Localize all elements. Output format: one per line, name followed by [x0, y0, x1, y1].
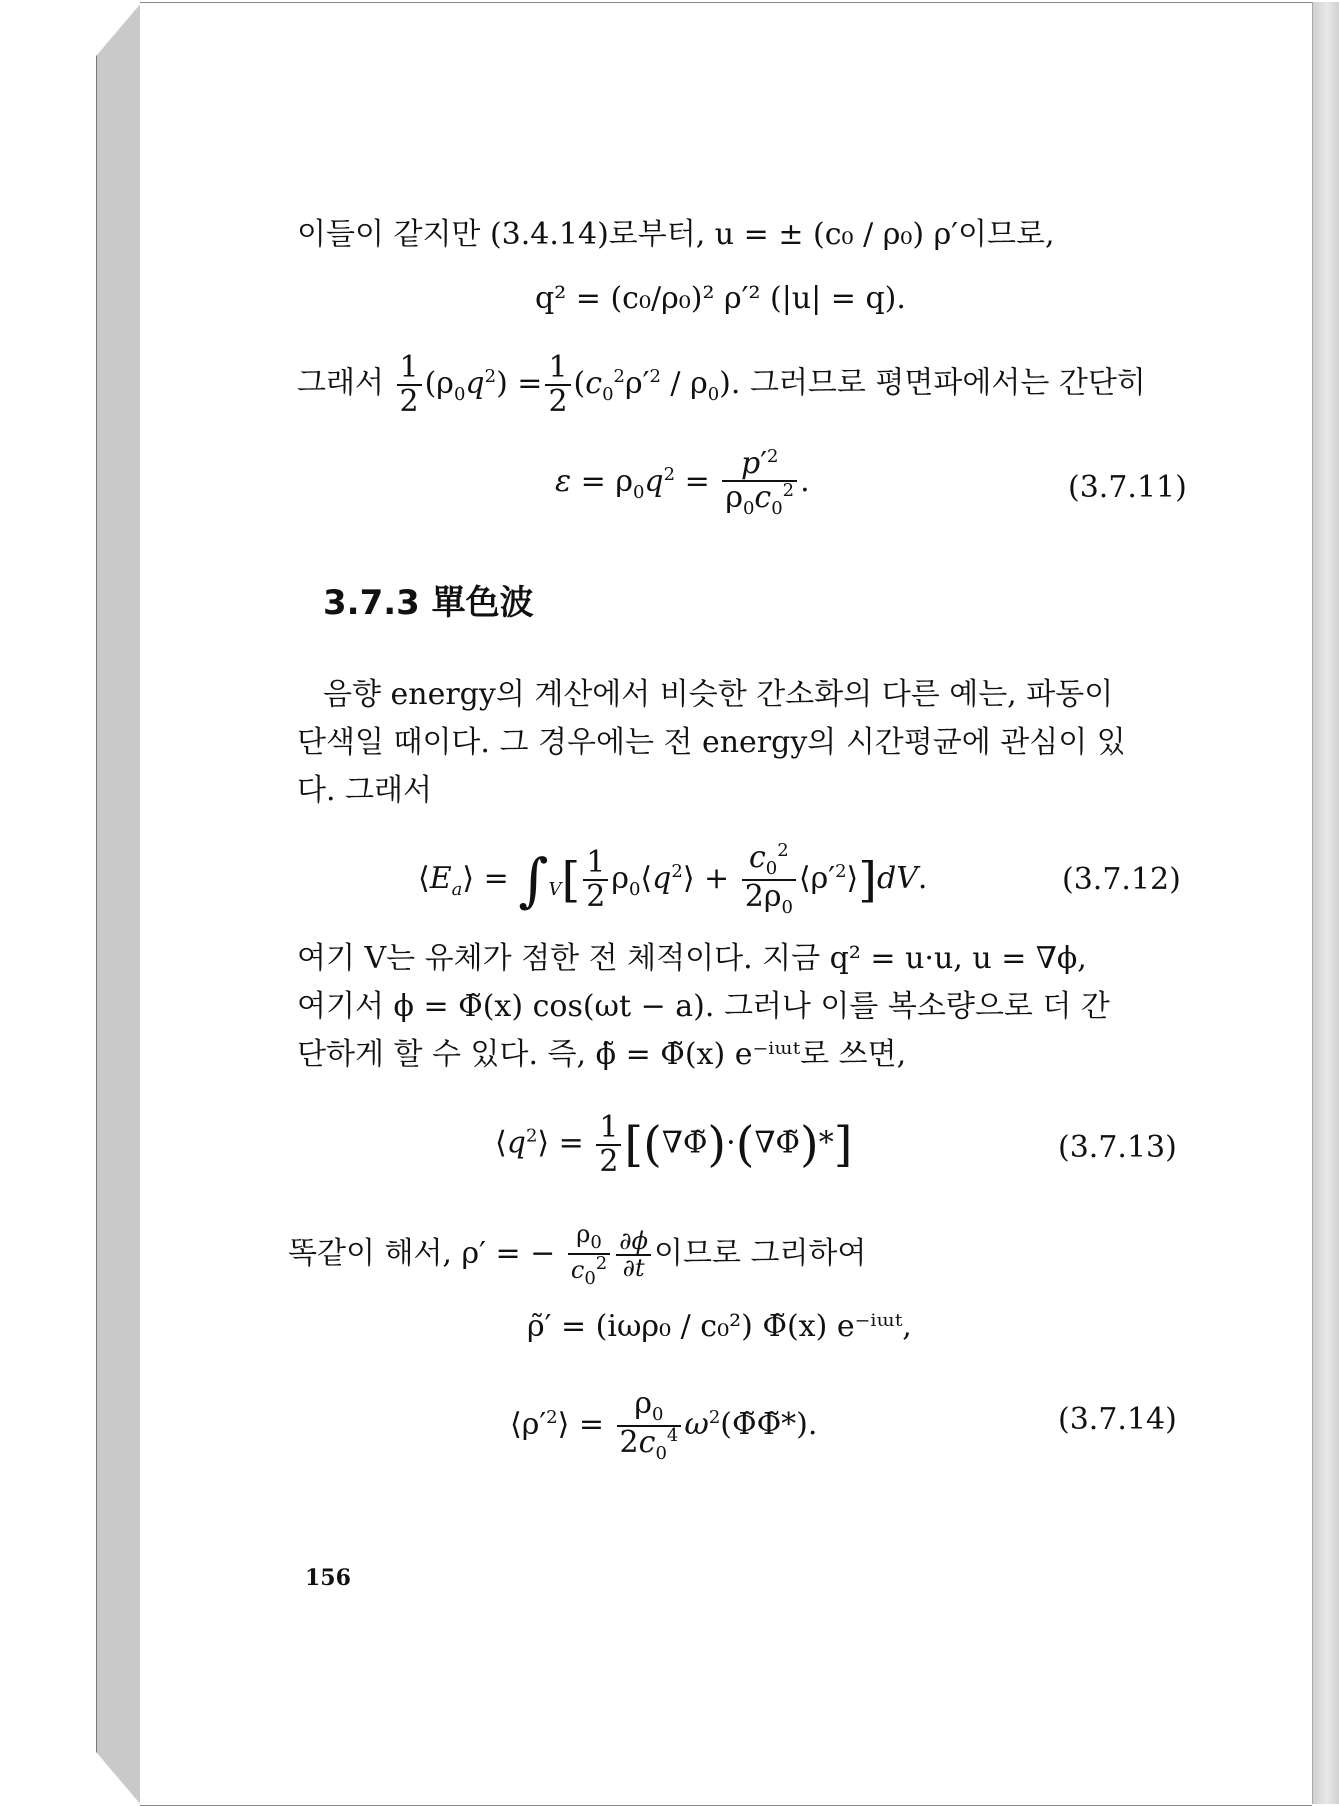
paragraph-3-line: 똑같이 해서, ρ′ = − $\frac{\rho_0}{c_0^2}$ $\frac{\partial\phi}{\partial t}$ 이므로 그리하여 — [288, 1220, 867, 1289]
equation-number-3-7-13: (3.7.13) — [1058, 1130, 1177, 1165]
paragraph-2-line-1: 여기 V는 유체가 점한 전 체적이다. 지금 q² = u·u, u = ∇ϕ, — [297, 941, 1087, 976]
equation-3-7-13: $⟨q^2⟩$ = $\frac{1}{2}$ [(∇Φ̃)·(∇Φ̃)*] — [495, 1110, 853, 1179]
book-spine — [96, 2, 142, 1806]
page-number: 156 — [305, 1565, 351, 1591]
equation-q2: q² = (c₀/ρ₀)² ρ′² (|u| = q). — [535, 281, 906, 316]
equation-number-3-7-14: (3.7.14) — [1058, 1402, 1177, 1437]
equation-number-3-7-12: (3.7.12) — [1062, 862, 1181, 897]
equation-3-7-11: $\varepsilon = \rho_0q^2$ = $\frac{p'^2}{\rho_0c_0^2}$ . — [555, 446, 810, 519]
paragraph-1-line-2: 단색일 때이다. 그 경우에는 전 energy의 시간평균에 관심이 있 — [297, 725, 1126, 760]
equation-3-7-14: $⟨\rho'^2⟩$ = $\frac{\rho_0}{2c_0^4}$ $\omega^2(\Phĩ\Phĩ*)$. — [510, 1386, 818, 1464]
equation-number-3-7-11: (3.7.11) — [1068, 470, 1187, 505]
equation-3-7-12: $⟨E_a⟩ = \int_V$[ $\frac{1}{2}$ $\rho_0⟨q^2⟩$ + $\frac{c_0^2}{2\rho_0}$ $⟨\rho'^2⟩]dV$. — [418, 840, 928, 918]
text-line-2 — [297, 352, 1146, 417]
half-rho-q2: $\frac{1}{2}$ $(\rho_0q^2)$ = $\frac{1}{2}$ $(c_0^2\rho'^2 / \rho_0)$. — [394, 366, 741, 401]
page-edge — [1312, 2, 1339, 1804]
line-2-prefix: 그래서 — [297, 365, 384, 401]
paragraph-1-line-3: 다. 그래서 — [297, 773, 432, 808]
paragraph-2-line-3: 단하게 할 수 있다. 즉, ϕ̃ = Φ̃(x) e⁻ⁱᵚᵗ로 쓰면, — [297, 1037, 907, 1072]
paragraph-2-line-2: 여기서 ϕ = Φ̃(x) cos(ωt − a). 그러나 이를 복소량으로 더 간 — [297, 989, 1110, 1024]
equation-rho-tilde: ρ̃′ = (iωρ₀ / c₀²) Φ̃(x) e⁻ⁱᵚᵗ, — [527, 1309, 912, 1344]
section-heading: 3.7.3 單色波 — [323, 583, 534, 623]
paragraph-3-suffix: 이므로 그리하여 — [654, 1236, 867, 1272]
text-line-1: 이들이 같지만 (3.4.14)로부터, u = ± (c₀ / ρ₀) ρ′이므로, — [297, 217, 1055, 252]
paragraph-1-line-1: 음향 energy의 계산에서 비슷한 간소화의 다른 예는, 파동이 — [323, 677, 1114, 712]
line-2-suffix: 그러므로 평면파에서는 간단히 — [749, 365, 1146, 401]
paragraph-3-prefix: 똑같이 해서, ρ′ = − — [288, 1236, 556, 1272]
